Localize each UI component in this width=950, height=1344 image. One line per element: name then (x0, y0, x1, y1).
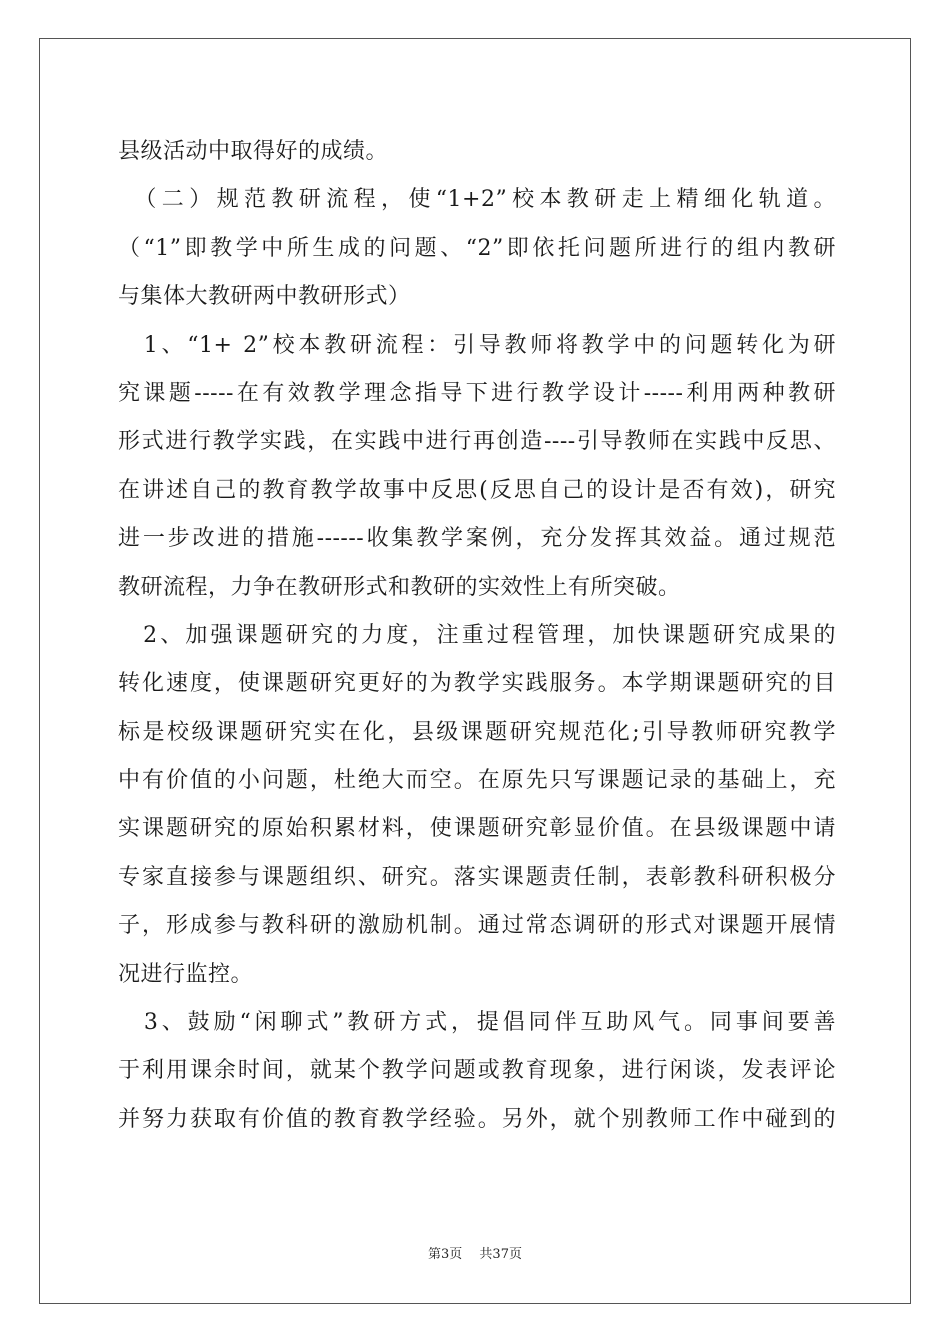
text-line: 标是校级课题研究实在化，县级课题研究规范化;引导教师研究教学 (118, 719, 836, 745)
text-line: 形式进行教学实践，在实践中进行再创造----引导教师在实践中反思、 (118, 429, 836, 455)
text-line: 于利用课余时间，就某个教学问题或教育现象，进行闲谈，发表评论 (118, 1058, 836, 1084)
text-line: 况进行监控。 (118, 961, 254, 987)
text-line: 中有价值的小问题，杜绝大而空。在原先只写课题记录的基础上，充 (118, 768, 836, 794)
text-line: 实课题研究的原始积累材料，使课题研究彰显价值。在县级课题中请 (118, 816, 836, 842)
text-line: 县级活动中取得好的成绩。 (118, 139, 389, 164)
text-line: （二）规范教研流程，使“1+2”校本教研走上精细化轨道。 (118, 187, 836, 213)
text-line: （“1”即教学中所生成的问题、“2”即依托问题所进行的组内教研 (118, 235, 836, 261)
text-line: 进一步改进的措施------收集教学案例，充分发挥其效益。通过规范 (118, 526, 836, 552)
text-line: 并努力获取有价值的教育教学经验。另外，就个别教师工作中碰到的 (118, 1106, 836, 1132)
page-footer: 第3页 共37页 (428, 1247, 522, 1262)
text-line: 专家直接参与课题组织、研究。落实课题责任制，表彰教科研积极分 (118, 864, 836, 890)
text-line: 在讲述自己的教育教学故事中反思(反思自己的设计是否有效)，研究 (118, 477, 836, 503)
text-line: 与集体大教研两中教研形式） (118, 284, 411, 310)
text-line: 转化速度，使课题研究更好的为教学实践服务。本学期课题研究的目 (118, 671, 836, 697)
text-line: 究课题-----在有效教学理念指导下进行教学设计-----利用两种教研 (118, 380, 836, 406)
text-line: 子，形成参与教科研的激励机制。通过常态调研的形式对课题开展情 (118, 913, 836, 939)
text-line: 1、“1+ 2”校本教研流程：引导教师将教学中的问题转化为研 (118, 332, 836, 358)
document-body (118, 128, 836, 1144)
text-line: 3、鼓励“闲聊式”教研方式，提倡同伴互助风气。同事间要善 (118, 1010, 836, 1036)
text-line: 教研流程，力争在教研形式和教研的实效性上有所突破。 (118, 574, 681, 600)
text-line: 2、加强课题研究的力度，注重过程管理，加快课题研究成果的 (118, 622, 836, 648)
